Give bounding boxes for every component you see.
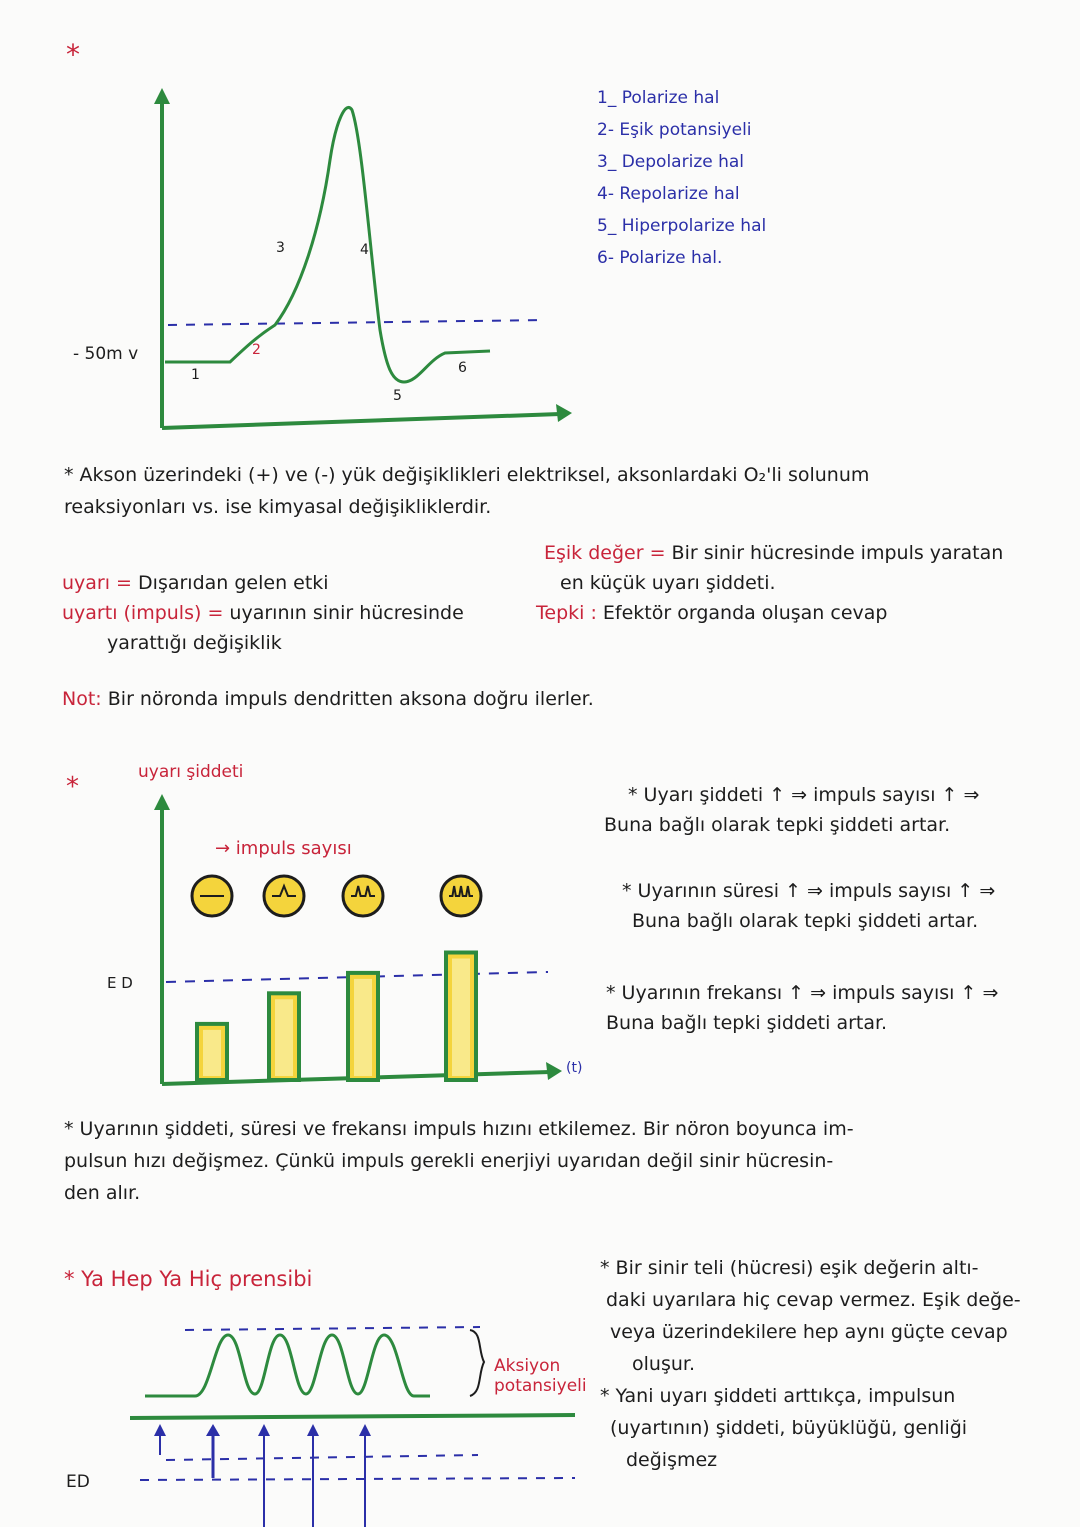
legend-item: 4- Repolarize hal [597, 184, 740, 204]
def-text: yarattığı değişiklik [107, 632, 282, 654]
note-label: Not: [62, 688, 102, 710]
side-note-line: Buna bağlı olarak tepki şiddeti artar. [604, 814, 951, 836]
para-line: * Akson üzerindeki (+) ve (-) yük değişiklikleri elektriksel, aksonlardaki O₂'li solunum [64, 464, 870, 486]
graph1-num-5: 5 [393, 388, 402, 404]
side-note-line: * Uyarının süresi ↑ ⇒ impuls sayısı ↑ ⇒ [622, 880, 996, 902]
def-text: Bir sinir hücresinde impuls yaratan [671, 542, 1004, 564]
stimulus-arrow-head [154, 1424, 166, 1436]
principle-line: * Yani uyarı şiddeti arttıkça, impulsun [600, 1385, 956, 1407]
side-note-line: * Uyarının frekansı ↑ ⇒ impuls sayısı ↑ ⇒ [606, 982, 999, 1004]
graph1-num-3: 3 [276, 240, 285, 256]
side-note-line: * Uyarı şiddeti ↑ ⇒ impuls sayısı ↑ ⇒ [628, 784, 980, 806]
graph2-t-label: (t) [566, 1060, 583, 1076]
principle-line: veya üzerindekilere hep aynı güçte cevap [610, 1321, 1008, 1343]
def-text: uyarının sinir hücresinde [229, 602, 464, 624]
side-note-line: Buna bağlı olarak tepki şiddeti artar. [632, 910, 979, 932]
aksiyon-label [494, 1356, 587, 1396]
legend-item: 5_ Hiperpolarize hal [597, 216, 767, 236]
side-note-line: Buna bağlı tepki şiddeti artar. [606, 1012, 888, 1034]
graph1-num-2: 2 [252, 342, 261, 358]
para-line: pulsun hızı değişmez. Çünkü impuls gerekli enerjiyi uyarıdan değil sinir hücresin- [64, 1150, 834, 1172]
stimulus-arrow-head [206, 1424, 220, 1436]
principle-title: * Ya Hep Ya Hiç prensibi [64, 1267, 313, 1291]
graph1-num-6: 6 [458, 360, 467, 376]
ed-dashed-line-2 [140, 1478, 575, 1480]
legend-item: 6- Polarize hal. [597, 248, 723, 268]
aksiyon-line: potansiyeli [494, 1376, 587, 1396]
def-text: Efektör organda oluşan cevap [602, 602, 888, 624]
para-line: reaksiyonları vs. ise kimyasal değişikliklerdir. [64, 496, 492, 518]
graph1-num-4: 4 [360, 242, 369, 258]
impuls-count-label: → impuls sayısı [215, 838, 352, 859]
action-potential-waves [145, 1335, 430, 1396]
principle-line: değişmez [626, 1449, 718, 1471]
graph2-y-label: uyarı şiddeti [138, 762, 244, 782]
star-mark: * [66, 772, 79, 802]
star-mark: * [66, 38, 80, 71]
principle-line: daki uyarılara hiç cevap vermez. Eşik değe- [606, 1289, 1021, 1311]
principle-line: oluşur. [632, 1353, 695, 1375]
stimulus-arrow-head [359, 1424, 371, 1436]
principle-notes [600, 1252, 1021, 1476]
principle-line: * Bir sinir teli (hücresi) eşik değerin altı- [600, 1257, 979, 1279]
para-line: den alır. [64, 1182, 141, 1204]
principle-ed-label: ED [66, 1472, 90, 1492]
brace [470, 1330, 484, 1396]
legend-item: 2- Eşik potansiyeli [597, 120, 752, 140]
def-text: en küçük uyarı şiddeti. [560, 572, 776, 594]
legend-item: 1_ Polarize hal [597, 88, 720, 108]
principle-line: (uyartının) şiddeti, büyüklüğü, genliği [610, 1417, 968, 1439]
stimulus-arrow-head [307, 1424, 319, 1436]
legend-item: 3_ Depolarize hal [597, 152, 745, 172]
peak-dashed-line [185, 1327, 480, 1330]
aksiyon-line: Aksiyon [494, 1356, 561, 1376]
def-label: uyartı (impuls) = [62, 602, 224, 624]
note-text: Bir nöronda impuls dendritten aksona doğru ilerler. [107, 688, 594, 710]
graph1-num-1: 1 [191, 367, 200, 383]
nerve-fiber-line [130, 1415, 575, 1418]
def-label: uyarı = [62, 572, 132, 594]
def-label: Eşik değer = [544, 542, 666, 564]
graph1-y-label: - 50m v [73, 344, 139, 364]
graph2-ed-label: E D [107, 974, 133, 992]
para-line: * Uyarının şiddeti, süresi ve frekansı impuls hızını etkilemez. Bir nöron boyunca im- [64, 1118, 854, 1140]
stimulus-arrow-head [258, 1424, 270, 1436]
def-text: Dışarıdan gelen etki [138, 572, 329, 594]
def-label: Tepki : [536, 602, 597, 624]
